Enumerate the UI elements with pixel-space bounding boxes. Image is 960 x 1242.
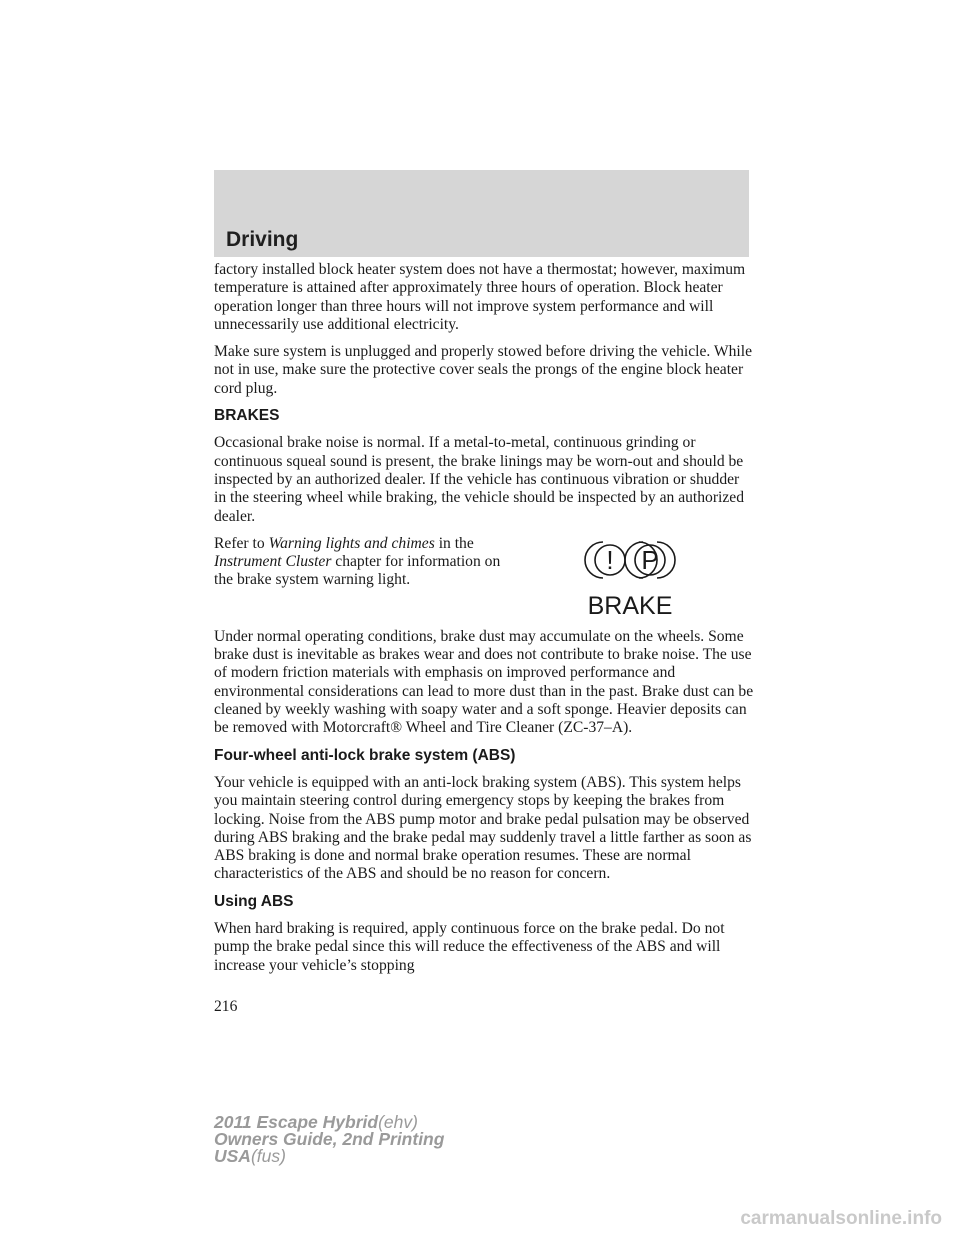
footer-line-3: [214, 1148, 444, 1165]
brake-p-glyph: P: [641, 544, 659, 575]
footer-market: USA: [214, 1146, 251, 1166]
brake-exclaim-glyph: !: [606, 544, 614, 575]
brake-warning-icon: [581, 538, 679, 618]
refer-mid: in the: [438, 534, 474, 552]
brake-warning-block: [214, 535, 754, 617]
footer-line-2: Owners Guide, 2nd Printing: [214, 1129, 445, 1149]
paragraph-using-abs: When hard braking is required, apply continuous force on the brake pedal. Do not pump the brake pedal since this will reduce the effectiveness of the ABS and will increase your vehicle’s stopping: [214, 920, 725, 974]
heading-brakes: BRAKES: [214, 407, 280, 425]
heading-abs: Four-wheel anti-lock brake system (ABS): [214, 746, 516, 764]
section-header-band: [214, 170, 749, 257]
footer-model: 2011 Escape Hybrid: [214, 1112, 379, 1132]
refer-link-warning-lights: Warning lights and chimes: [268, 534, 435, 552]
paragraph-unplug: Make sure system is unplugged and properly stowed before driving the vehicle. While not in use, make sure the protective cover seals the prongs of the engine block heater cord plug.: [214, 343, 752, 397]
page-number: 216: [214, 998, 238, 1015]
document-footer: [214, 1114, 444, 1165]
refer-prefix: Refer to: [214, 534, 265, 552]
paragraph-refer: [214, 535, 504, 590]
section-title: Driving: [226, 228, 299, 251]
watermark: carmanualsonline.info: [740, 1208, 942, 1229]
heading-using-abs: Using ABS: [214, 892, 294, 910]
paragraph-brake-noise: Occasional brake noise is normal. If a metal-to-metal, continuous grinding or continuous squeal sound is present, the brake linings may be worn-out and should be inspected by an authorized dealer. If the vehicle has continuous vibration or shudder in the steering wheel while braking, the vehicle should be inspected by an authorized dealer.: [214, 434, 745, 525]
brake-label: BRAKE: [587, 591, 673, 618]
paragraph-block-heater: factory installed block heater system does not have a thermostat; however, maximum temperature is attained after approximately three hours of operation. Block heater operation longer than three hours will not improve system performance and will unnecessarily use additional electricity.: [214, 261, 746, 333]
page-content: [214, 261, 754, 984]
footer-market-code: (fus): [250, 1146, 286, 1166]
refer-suffix: chapter for information on the brake system warning light.: [214, 553, 501, 589]
paragraph-brake-dust: Under normal operating conditions, brake dust may accumulate on the wheels. Some brake dust is inevitable as brakes wear and does not contribute to brake noise. The use of modern friction materials with emphasis on improved performance and environmental considerations can lead to more dust than in the past. Brake dust can be cleaned by weekly washing with soapy water and a soft sponge. Heavier deposits can be removed with Motorcraft® Wheel and Tire Cleaner (ZC-37–A).: [214, 627, 754, 737]
footer-model-code: (ehv): [378, 1112, 418, 1132]
paragraph-abs-description: Your vehicle is equipped with an anti-lock braking system (ABS). This system helps you maintain steering control during emergency stops by keeping the brakes from locking. Noise from the ABS pump motor and brake pedal pulsation may be observed during ABS braking and the brake pedal may suddenly travel a little farther as soon as ABS braking is done and normal brake operation resumes. These are normal characteristics of the ABS and should be no reason for concern.: [214, 773, 752, 883]
refer-link-instrument-cluster: Instrument Cluster: [214, 553, 332, 571]
